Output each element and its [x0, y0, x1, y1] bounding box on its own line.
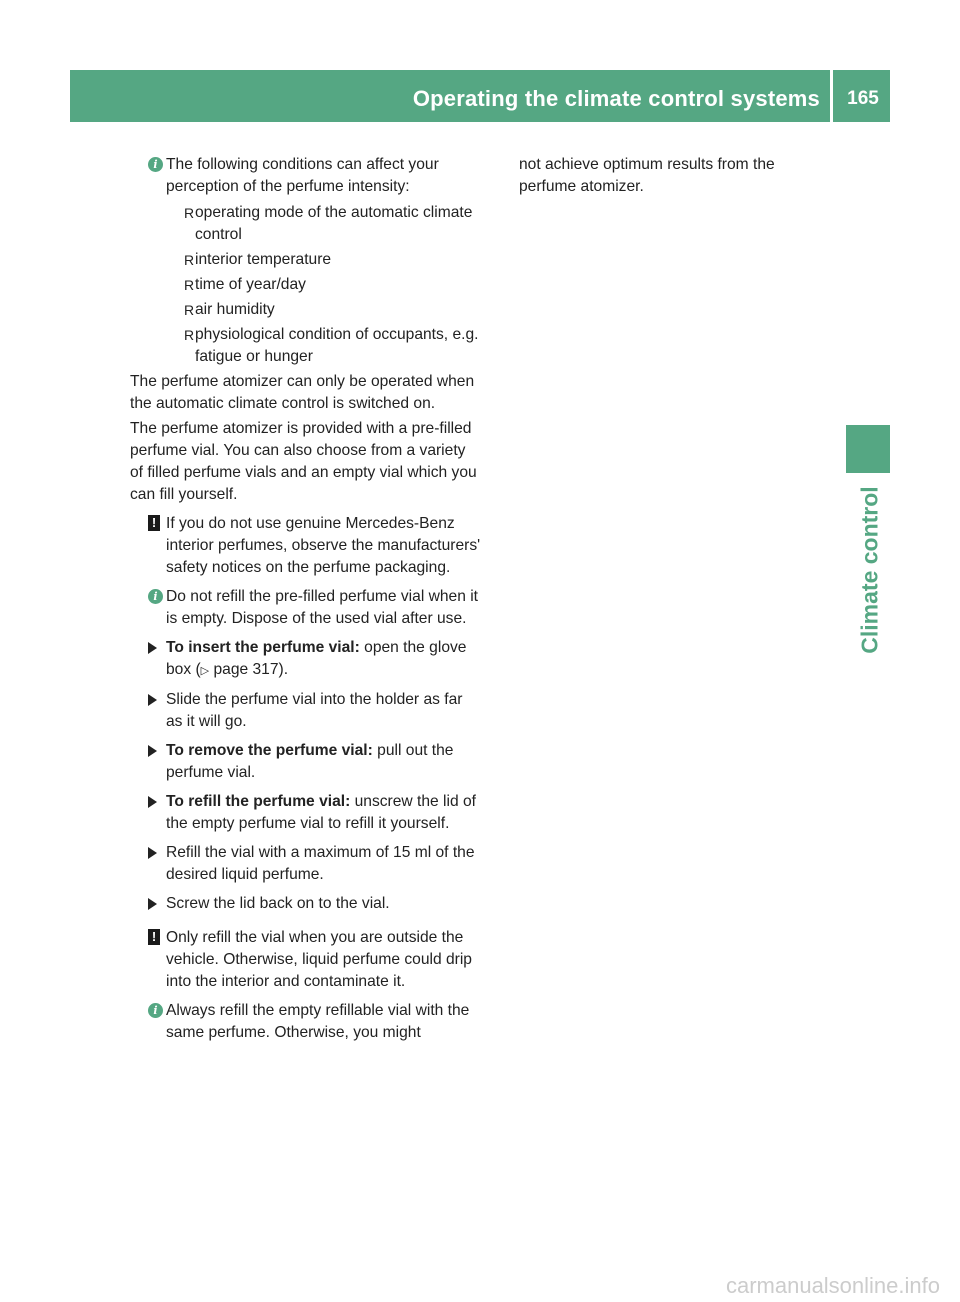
list-item — [184, 299, 482, 321]
watermark: carmanualsonline.info — [725, 1273, 940, 1298]
instruction-step — [148, 637, 482, 682]
step-text — [166, 791, 482, 835]
info-icon: i — [148, 1003, 163, 1018]
right-column — [519, 154, 829, 198]
bullet-icon: R — [184, 205, 195, 221]
arrow-right-icon — [148, 642, 157, 654]
step-text — [166, 740, 482, 784]
list-item-text: physiological condition of occupants, e.g. fatigue or hunger — [195, 326, 479, 365]
list-item-text: interior temperature — [195, 251, 332, 268]
arrow-right-icon — [148, 796, 157, 808]
bullet-icon: R — [184, 277, 195, 293]
warning-text: If you do not use genuine Mercedes-Benz interior perfumes, observe the manufacturers' safety notices on the perfume packaging. — [166, 515, 481, 576]
chapter-tab-label: Climate control — [856, 486, 883, 654]
header-separator — [830, 70, 833, 122]
bullet-icon: R — [184, 252, 195, 268]
list-item — [184, 324, 482, 368]
paragraph: The perfume atomizer is provided with a pre-filled perfume vial. You can also choose from a variety of filled perfume vials and an empty vial which you can fill yourself. — [130, 420, 477, 503]
condition-list — [184, 202, 482, 368]
step-heading: To remove the perfume vial: — [166, 742, 373, 759]
info-note-text: Do not refill the pre-filled perfume vial when it is empty. Dispose of the used vial after use. — [166, 588, 479, 627]
step-heading: To insert the perfume vial: — [166, 639, 360, 656]
step-text — [166, 637, 482, 682]
warning-text: Only refill the vial when you are outside the vehicle. Otherwise, liquid perfume could drip into the interior and contaminate it. — [166, 929, 472, 990]
warning-icon: ! — [148, 515, 160, 531]
step-text: Refill the vial with a maximum of 15 ml of the desired liquid perfume. — [166, 844, 475, 883]
step-body: open the glove box ( — [166, 639, 467, 678]
arrow-right-icon — [148, 847, 157, 859]
warning-icon: ! — [148, 929, 160, 945]
arrow-right-icon — [148, 898, 157, 910]
list-item-text: air humidity — [195, 301, 275, 318]
arrow-right-icon — [148, 694, 157, 706]
instruction-step — [148, 893, 482, 915]
list-item-text: time of year/day — [195, 276, 306, 293]
instruction-step — [148, 791, 482, 835]
step-body: pull out the perfume vial. — [166, 742, 454, 781]
paragraph: The perfume atomizer can only be operated when the automatic climate control is switched on. — [130, 373, 475, 412]
step-text: Screw the lid back on to the vial. — [166, 895, 390, 912]
info-icon: i — [148, 157, 163, 172]
list-item — [184, 274, 482, 296]
info-note-text: Always refill the empty refillable vial with the same perfume. Otherwise, you might — [166, 1002, 470, 1041]
list-item-text: operating mode of the automatic climate control — [195, 204, 473, 243]
step-text: Slide the perfume vial into the holder as far as it will go. — [166, 691, 463, 730]
chapter-tab — [850, 480, 890, 660]
page-number: 165 — [847, 88, 879, 109]
continuation-text: not achieve optimum results from the perfume atomizer. — [519, 156, 775, 195]
bullet-icon: R — [184, 302, 195, 318]
info-note — [148, 1000, 482, 1044]
page-header — [70, 70, 890, 122]
page-reference-icon: ▷ — [200, 665, 210, 677]
instruction-step — [148, 842, 482, 886]
info-note — [148, 154, 482, 368]
instruction-step — [148, 689, 482, 733]
step-body: unscrew the lid of the empty perfume vial to refill it yourself. — [166, 793, 476, 832]
bullet-icon: R — [184, 327, 195, 343]
instruction-step — [148, 740, 482, 784]
page-reference[interactable]: page 317). — [209, 661, 289, 678]
warning-note — [148, 927, 482, 993]
section-title: Operating the climate control systems — [412, 86, 820, 111]
step-heading: To refill the perfume vial: — [166, 793, 351, 810]
arrow-right-icon — [148, 745, 157, 757]
chapter-tab-marker — [846, 425, 890, 473]
list-item — [184, 202, 482, 246]
info-icon: i — [148, 589, 163, 604]
info-note-text: The following conditions can affect your perception of the perfume intensity: — [166, 156, 439, 195]
info-note — [148, 586, 482, 630]
warning-note — [148, 513, 482, 579]
left-column — [130, 154, 482, 1044]
list-item — [184, 249, 482, 271]
